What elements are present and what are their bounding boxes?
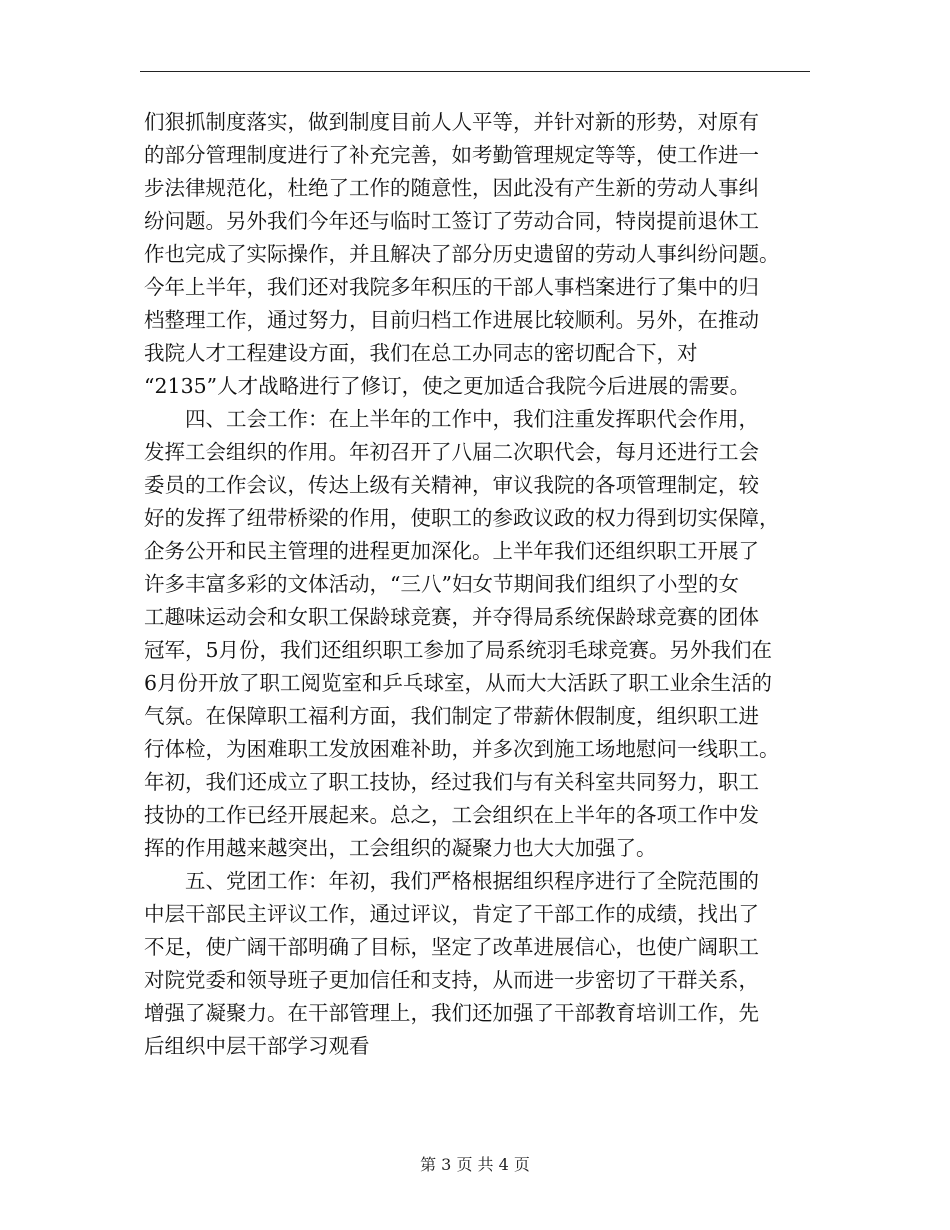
body-line: 气氛。在保障职工福利方面，我们制定了带薪休假制度，组织职工进 <box>144 704 759 728</box>
section-heading-line: 四、工会工作：在上半年的工作中，我们注重发挥职代会作用， <box>185 407 759 431</box>
body-line: 今年上半年，我们还对我院多年积压的干部人事档案进行了集中的归 <box>144 275 759 299</box>
body-line: 许多丰富多彩的文体活动，“三八”妇女节期间我们组织了小型的女 <box>144 572 739 596</box>
body-line: 不足，使广阔干部明确了目标，坚定了改革进展信心，也使广阔职工 <box>144 935 759 959</box>
document-body <box>144 106 810 1063</box>
body-line: 对院党委和领导班子更加信任和支持，从而进一步密切了干群关系， <box>144 968 759 992</box>
body-line: 步法律规范化，杜绝了工作的随意性，因此没有产生新的劳动人事纠 <box>144 176 759 200</box>
body-line: 作也完成了实际操作，并且解决了部分历史遗留的劳动人事纠纷问题。 <box>144 242 780 266</box>
body-line: 的部分管理制度进行了补充完善，如考勤管理规定等等，使工作进一 <box>144 143 759 167</box>
body-line: 企务公开和民主管理的进程更加深化。上半年我们还组织职工开展了 <box>144 539 759 563</box>
body-line: 档整理工作，通过努力，目前归档工作进展比较顺利。另外，在推动 <box>144 308 759 332</box>
body-line: 后组织中层干部学习观看 <box>144 1034 370 1058</box>
body-line: 挥的作用越来越突出，工会组织的凝聚力也大大加强了。 <box>144 836 657 860</box>
body-line: 6月份开放了职工阅览室和乒乓球室，从而大大活跃了职工业余生活的 <box>144 671 773 695</box>
body-line: 行体检，为困难职工发放困难补助，并多次到施工场地慰问一线职工。 <box>144 737 780 761</box>
body-line: 好的发挥了纽带桥梁的作用，使职工的参政议政的权力得到切实保障， <box>144 506 780 530</box>
body-line: 技协的工作已经开展起来。总之，工会组织在上半年的各项工作中发 <box>144 803 759 827</box>
body-line: 工趣味运动会和女职工保龄球竞赛，并夺得局系统保龄球竞赛的团体 <box>144 605 759 629</box>
body-line: 纷问题。另外我们今年还与临时工签订了劳动合同，特岗提前退休工 <box>144 209 759 233</box>
body-line: 增强了凝聚力。在干部管理上，我们还加强了干部教育培训工作，先 <box>144 1001 759 1025</box>
page-number-footer: 第 3 页 共 4 页 <box>420 1155 530 1174</box>
body-line: “2135”人才战略进行了修订，使之更加适合我院今后进展的需要。 <box>144 374 751 398</box>
body-line: 中层干部民主评议工作，通过评议，肯定了干部工作的成绩，找出了 <box>144 902 759 926</box>
body-line: 冠军，5月份，我们还组织职工参加了局系统羽毛球竞赛。另外我们在 <box>144 638 773 662</box>
body-line: 发挥工会组织的作用。年初召开了八届二次职代会，每月还进行工会 <box>144 440 759 464</box>
section-heading-line: 五、党团工作：年初，我们严格根据组织程序进行了全院范围的 <box>185 869 759 893</box>
header-rule <box>140 71 810 72</box>
body-line: 我院人才工程建设方面，我们在总工办同志的密切配合下，对 <box>144 341 698 365</box>
body-line: 们狠抓制度落实，做到制度目前人人平等，并针对新的形势，对原有 <box>144 110 759 134</box>
body-line: 年初，我们还成立了职工技协，经过我们与有关科室共同努力，职工 <box>144 770 759 794</box>
body-line: 委员的工作会议，传达上级有关精神，审议我院的各项管理制定，较 <box>144 473 759 497</box>
